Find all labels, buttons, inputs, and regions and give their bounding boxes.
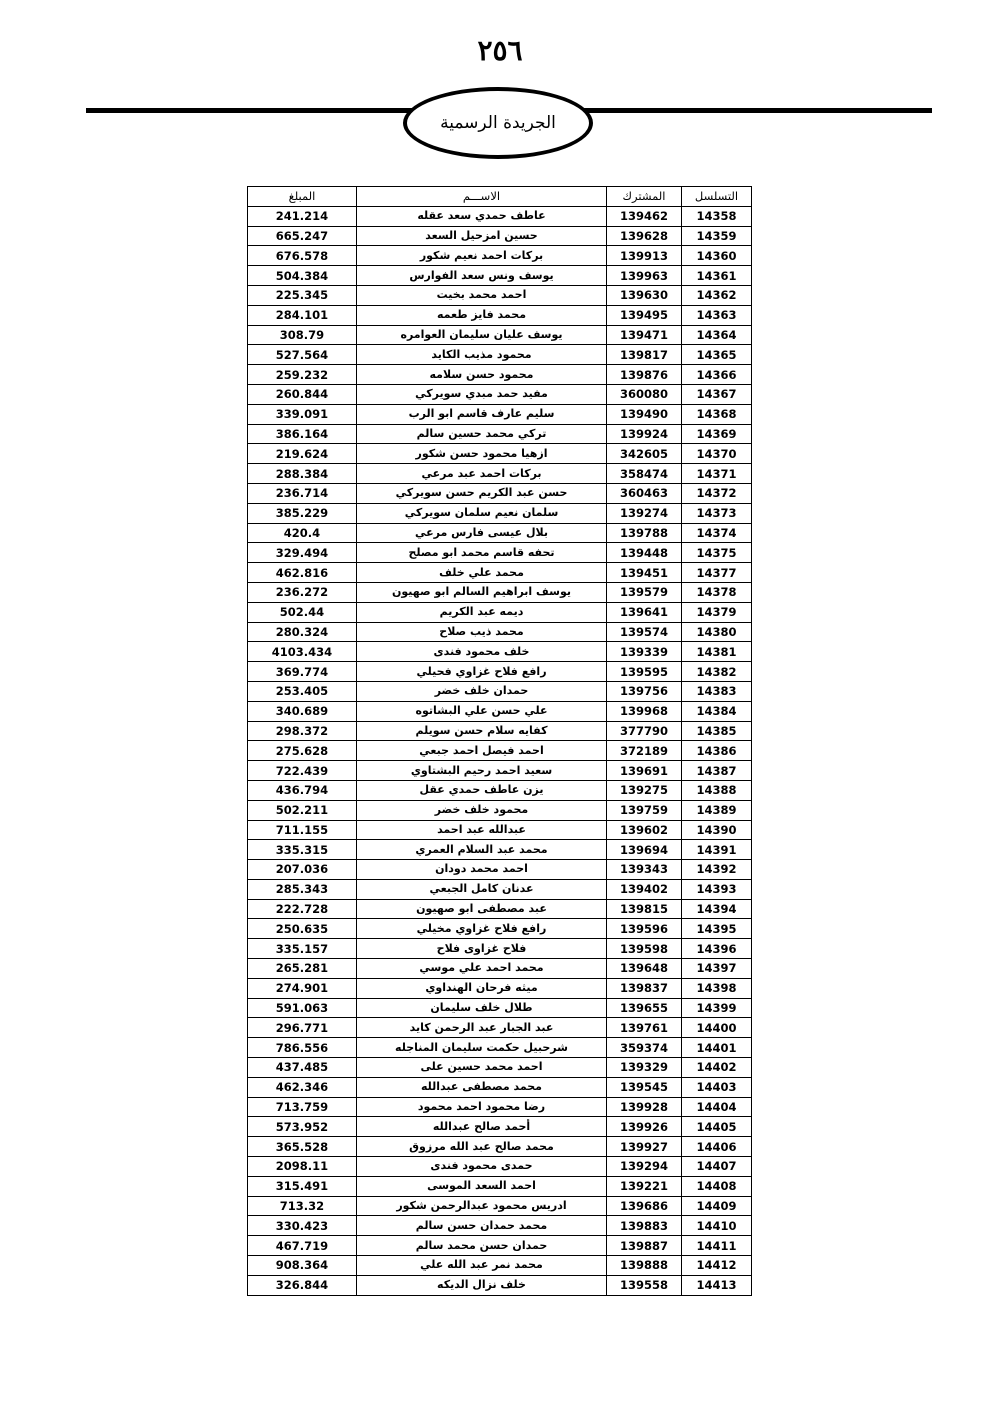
cell-serial: 14369 — [682, 424, 752, 444]
cell-subscriber: 360080 — [607, 384, 682, 404]
cell-subscriber: 139329 — [607, 1058, 682, 1078]
cell-serial: 14403 — [682, 1077, 752, 1097]
cell-subscriber: 139595 — [607, 662, 682, 682]
table-row — [248, 345, 752, 365]
cell-serial: 14387 — [682, 761, 752, 781]
cell-subscriber: 360463 — [607, 483, 682, 503]
cell-amount: 462.816 — [248, 563, 357, 583]
cell-serial: 14401 — [682, 1038, 752, 1058]
table-row — [248, 800, 752, 820]
cell-serial: 14395 — [682, 919, 752, 939]
cell-amount: 275.628 — [248, 741, 357, 761]
header-serial: التسلسل — [682, 187, 752, 207]
table-row — [248, 879, 752, 899]
table-row — [248, 662, 752, 682]
cell-subscriber: 139471 — [607, 325, 682, 345]
cell-name: شرحبيل حكمت سليمان المناجله — [357, 1038, 607, 1058]
cell-serial: 14398 — [682, 978, 752, 998]
cell-subscriber: 139817 — [607, 345, 682, 365]
cell-subscriber: 139339 — [607, 642, 682, 662]
cell-amount: 420.4 — [248, 523, 357, 543]
table-row — [248, 1137, 752, 1157]
cell-amount: 722.439 — [248, 761, 357, 781]
cell-amount: 786.556 — [248, 1038, 357, 1058]
cell-amount: 467.719 — [248, 1236, 357, 1256]
cell-subscriber: 139451 — [607, 563, 682, 583]
table-row — [248, 1236, 752, 1256]
table-row — [248, 1077, 752, 1097]
table-row — [248, 978, 752, 998]
cell-subscriber: 139968 — [607, 701, 682, 721]
cell-amount: 265.281 — [248, 959, 357, 979]
table-row — [248, 919, 752, 939]
cell-subscriber: 139462 — [607, 206, 682, 226]
cell-name: بركات احمد نعيم شكور — [357, 246, 607, 266]
table-row — [248, 523, 752, 543]
cell-subscriber: 372189 — [607, 741, 682, 761]
table-row — [248, 483, 752, 503]
cell-name: محمد حمدان حسن سالم — [357, 1216, 607, 1236]
cell-serial: 14389 — [682, 800, 752, 820]
cell-amount: 502.211 — [248, 800, 357, 820]
table-row — [248, 860, 752, 880]
cell-serial: 14372 — [682, 483, 752, 503]
cell-amount: 437.485 — [248, 1058, 357, 1078]
cell-name: محمد احمد علي موسي — [357, 959, 607, 979]
cell-serial: 14381 — [682, 642, 752, 662]
cell-name: حمدى محمود فندى — [357, 1157, 607, 1177]
cell-subscriber: 139598 — [607, 939, 682, 959]
cell-serial: 14368 — [682, 404, 752, 424]
cell-subscriber: 139887 — [607, 1236, 682, 1256]
cell-name: محمد نمر عبد الله علي — [357, 1256, 607, 1276]
cell-name: محمد علي خلف — [357, 563, 607, 583]
cell-name: خلف نزال الديكه — [357, 1275, 607, 1295]
cell-subscriber: 139759 — [607, 800, 682, 820]
cell-amount: 330.423 — [248, 1216, 357, 1236]
cell-serial: 14385 — [682, 721, 752, 741]
cell-amount: 339.091 — [248, 404, 357, 424]
cell-subscriber: 139691 — [607, 761, 682, 781]
cell-name: سعيد احمد رحيم البشتاوي — [357, 761, 607, 781]
cell-amount: 285.343 — [248, 879, 357, 899]
cell-amount: 504.384 — [248, 266, 357, 286]
cell-serial: 14365 — [682, 345, 752, 365]
cell-serial: 14392 — [682, 860, 752, 880]
cell-amount: 241.214 — [248, 206, 357, 226]
cell-serial: 14363 — [682, 305, 752, 325]
cell-name: محمد فايز طعمه — [357, 305, 607, 325]
cell-subscriber: 139694 — [607, 840, 682, 860]
cell-name: سلمان نعيم سلمان سويركي — [357, 503, 607, 523]
cell-name: محمود خلف خضر — [357, 800, 607, 820]
cell-subscriber: 139641 — [607, 602, 682, 622]
cell-subscriber: 139924 — [607, 424, 682, 444]
masthead-title: الجريدة الرسمية — [440, 113, 556, 133]
cell-name: حمدان حسن محمد سالم — [357, 1236, 607, 1256]
table-row — [248, 998, 752, 1018]
cell-serial: 14405 — [682, 1117, 752, 1137]
cell-name: رضا محمود احمد محمود — [357, 1097, 607, 1117]
table-row — [248, 761, 752, 781]
cell-amount: 436.794 — [248, 780, 357, 800]
table-row — [248, 820, 752, 840]
cell-subscriber: 139579 — [607, 582, 682, 602]
cell-subscriber: 139275 — [607, 780, 682, 800]
cell-amount: 253.405 — [248, 681, 357, 701]
cell-amount: 676.578 — [248, 246, 357, 266]
cell-subscriber: 139274 — [607, 503, 682, 523]
cell-name: طلال خلف سليمان — [357, 998, 607, 1018]
cell-name: تركي محمد حسين سالم — [357, 424, 607, 444]
table-row — [248, 285, 752, 305]
cell-serial: 14386 — [682, 741, 752, 761]
cell-amount: 259.232 — [248, 365, 357, 385]
cell-subscriber: 139963 — [607, 266, 682, 286]
cell-subscriber: 139490 — [607, 404, 682, 424]
cell-subscriber: 139686 — [607, 1196, 682, 1216]
cell-serial: 14384 — [682, 701, 752, 721]
cell-subscriber: 139927 — [607, 1137, 682, 1157]
table-row — [248, 226, 752, 246]
table-row — [248, 681, 752, 701]
cell-serial: 14360 — [682, 246, 752, 266]
cell-subscriber: 139788 — [607, 523, 682, 543]
cell-serial: 14375 — [682, 543, 752, 563]
table-row — [248, 1117, 752, 1137]
cell-serial: 14370 — [682, 444, 752, 464]
cell-serial: 14362 — [682, 285, 752, 305]
cell-name: خلف محمود فندى — [357, 642, 607, 662]
cell-name: عبدالله عبد احمد — [357, 820, 607, 840]
cell-name: عدنان كامل الجبعي — [357, 879, 607, 899]
cell-name: تحفه قاسم محمد ابو مصلح — [357, 543, 607, 563]
cell-amount: 296.771 — [248, 1018, 357, 1038]
masthead-oval — [403, 87, 593, 159]
cell-subscriber: 139448 — [607, 543, 682, 563]
cell-name: عاطف حمدي سعد عقله — [357, 206, 607, 226]
table-row — [248, 206, 752, 226]
cell-serial: 14411 — [682, 1236, 752, 1256]
cell-name: احمد السعد الموسى — [357, 1176, 607, 1196]
header-subscriber: المشترك — [607, 187, 682, 207]
cell-subscriber: 139928 — [607, 1097, 682, 1117]
table-row — [248, 840, 752, 860]
cell-amount: 502.44 — [248, 602, 357, 622]
cell-serial: 14404 — [682, 1097, 752, 1117]
cell-name: ادريس محمود عبدالرحمن شكور — [357, 1196, 607, 1216]
table-row — [248, 1018, 752, 1038]
table-row — [248, 622, 752, 642]
cell-amount: 274.901 — [248, 978, 357, 998]
table-row — [248, 325, 752, 345]
cell-serial: 14410 — [682, 1216, 752, 1236]
cell-amount: 298.372 — [248, 721, 357, 741]
cell-amount: 340.689 — [248, 701, 357, 721]
table-row — [248, 602, 752, 622]
cell-name: سليم عارف قاسم ابو الرب — [357, 404, 607, 424]
cell-serial: 14394 — [682, 899, 752, 919]
cell-name: ميثه فرحان الهنداوي — [357, 978, 607, 998]
cell-serial: 14377 — [682, 563, 752, 583]
cell-name: حسن عبد الكريم حسن سويركي — [357, 483, 607, 503]
table-row — [248, 1176, 752, 1196]
cell-amount: 665.247 — [248, 226, 357, 246]
cell-name: محمود حسن سلامه — [357, 365, 607, 385]
table-row — [248, 424, 752, 444]
cell-serial: 14409 — [682, 1196, 752, 1216]
cell-name: يزن عاطف حمدي عقل — [357, 780, 607, 800]
cell-serial: 14402 — [682, 1058, 752, 1078]
cell-serial: 14371 — [682, 464, 752, 484]
cell-name: أحمد صالح عبدالله — [357, 1117, 607, 1137]
cell-amount: 573.952 — [248, 1117, 357, 1137]
cell-serial: 14396 — [682, 939, 752, 959]
cell-serial: 14399 — [682, 998, 752, 1018]
cell-serial: 14408 — [682, 1176, 752, 1196]
cell-serial: 14407 — [682, 1157, 752, 1177]
table-header-row — [248, 187, 752, 207]
table-row — [248, 721, 752, 741]
cell-subscriber: 139402 — [607, 879, 682, 899]
table-row — [248, 384, 752, 404]
cell-amount: 329.494 — [248, 543, 357, 563]
cell-serial: 14358 — [682, 206, 752, 226]
cell-name: محمد ذيب صلاح — [357, 622, 607, 642]
table-row — [248, 365, 752, 385]
cell-serial: 14373 — [682, 503, 752, 523]
cell-name: ديمه عبد الكريم — [357, 602, 607, 622]
cell-name: بركات احمد عبد مرعي — [357, 464, 607, 484]
cell-name: بلال عيسى فارس مرعي — [357, 523, 607, 543]
cell-amount: 236.714 — [248, 483, 357, 503]
cell-name: احمد محمد حسين على — [357, 1058, 607, 1078]
header-amount: المبلغ — [248, 187, 357, 207]
cell-subscriber: 139876 — [607, 365, 682, 385]
cell-subscriber: 139883 — [607, 1216, 682, 1236]
table-row — [248, 246, 752, 266]
cell-amount: 326.844 — [248, 1275, 357, 1295]
cell-serial: 14380 — [682, 622, 752, 642]
table-row — [248, 741, 752, 761]
table-row — [248, 780, 752, 800]
table-row — [248, 404, 752, 424]
cell-subscriber: 139655 — [607, 998, 682, 1018]
table-row — [248, 444, 752, 464]
cell-amount: 225.345 — [248, 285, 357, 305]
cell-subscriber: 139602 — [607, 820, 682, 840]
table-row — [248, 1058, 752, 1078]
cell-amount: 284.101 — [248, 305, 357, 325]
cell-amount: 711.155 — [248, 820, 357, 840]
cell-name: محمد صالح عبد الله مرزوق — [357, 1137, 607, 1157]
table-row — [248, 1196, 752, 1216]
cell-subscriber: 139913 — [607, 246, 682, 266]
cell-serial: 14366 — [682, 365, 752, 385]
table-row — [248, 563, 752, 583]
cell-amount: 591.063 — [248, 998, 357, 1018]
cell-serial: 14382 — [682, 662, 752, 682]
cell-serial: 14413 — [682, 1275, 752, 1295]
table-row — [248, 959, 752, 979]
table-row — [248, 1216, 752, 1236]
cell-subscriber: 139574 — [607, 622, 682, 642]
cell-subscriber: 139761 — [607, 1018, 682, 1038]
table-row — [248, 642, 752, 662]
cell-serial: 14391 — [682, 840, 752, 860]
cell-name: حسين امزحيل السعد — [357, 226, 607, 246]
table-row — [248, 1256, 752, 1276]
table-row — [248, 899, 752, 919]
table-row — [248, 464, 752, 484]
cell-subscriber: 377790 — [607, 721, 682, 741]
cell-amount: 236.272 — [248, 582, 357, 602]
cell-amount: 527.564 — [248, 345, 357, 365]
cell-serial: 14367 — [682, 384, 752, 404]
cell-name: عبد مصطفى ابو صهيون — [357, 899, 607, 919]
cell-serial: 14359 — [682, 226, 752, 246]
cell-subscriber: 139294 — [607, 1157, 682, 1177]
cell-subscriber: 139628 — [607, 226, 682, 246]
cell-serial: 14378 — [682, 582, 752, 602]
cell-subscriber: 139221 — [607, 1176, 682, 1196]
cell-serial: 14393 — [682, 879, 752, 899]
cell-name: احمد فيصل احمد جبعي — [357, 741, 607, 761]
page-number: ٢٥٦ — [477, 34, 523, 67]
cell-name: يوسف عليان سليمان العوامره — [357, 325, 607, 345]
cell-name: احمد محمد دودان — [357, 860, 607, 880]
cell-serial: 14388 — [682, 780, 752, 800]
cell-amount: 308.79 — [248, 325, 357, 345]
cell-name: حمدان خلف خضر — [357, 681, 607, 701]
cell-name: محمد عبد السلام العمري — [357, 840, 607, 860]
cell-name: احمد محمد بخيت — [357, 285, 607, 305]
cell-subscriber: 139926 — [607, 1117, 682, 1137]
cell-amount: 335.157 — [248, 939, 357, 959]
cell-name: كفايه سلام حسن سويلم — [357, 721, 607, 741]
cell-subscriber: 139815 — [607, 899, 682, 919]
cell-subscriber: 139495 — [607, 305, 682, 325]
cell-amount: 250.635 — [248, 919, 357, 939]
cell-amount: 222.728 — [248, 899, 357, 919]
table-row — [248, 266, 752, 286]
cell-amount: 219.624 — [248, 444, 357, 464]
cell-amount: 385.229 — [248, 503, 357, 523]
cell-amount: 713.32 — [248, 1196, 357, 1216]
cell-name: يوسف ونس سعد الفوارس — [357, 266, 607, 286]
table-row — [248, 305, 752, 325]
cell-serial: 14406 — [682, 1137, 752, 1157]
cell-subscriber: 139630 — [607, 285, 682, 305]
cell-name: رافع فلاح غزاوي مخيلي — [357, 919, 607, 939]
cell-subscriber: 358474 — [607, 464, 682, 484]
cell-amount: 4103.434 — [248, 642, 357, 662]
cell-amount: 365.528 — [248, 1137, 357, 1157]
cell-subscriber: 139648 — [607, 959, 682, 979]
table-row — [248, 1038, 752, 1058]
cell-subscriber: 139837 — [607, 978, 682, 998]
cell-subscriber: 342605 — [607, 444, 682, 464]
cell-serial: 14379 — [682, 602, 752, 622]
cell-amount: 713.759 — [248, 1097, 357, 1117]
cell-amount: 288.384 — [248, 464, 357, 484]
cell-subscriber: 139343 — [607, 860, 682, 880]
table-row — [248, 543, 752, 563]
cell-name: عبد الجبار عبد الرحمن كايد — [357, 1018, 607, 1038]
cell-name: يوسف ابراهيم السالم ابو صهيون — [357, 582, 607, 602]
cell-amount: 335.315 — [248, 840, 357, 860]
cell-name: علي حسن علي البشاتوه — [357, 701, 607, 721]
table-row — [248, 1275, 752, 1295]
cell-amount: 260.844 — [248, 384, 357, 404]
table-row — [248, 503, 752, 523]
cell-serial: 14361 — [682, 266, 752, 286]
cell-subscriber: 139596 — [607, 919, 682, 939]
cell-serial: 14397 — [682, 959, 752, 979]
cell-amount: 386.164 — [248, 424, 357, 444]
cell-amount: 2098.11 — [248, 1157, 357, 1177]
header-name: الاســـم — [357, 187, 607, 207]
cell-serial: 14383 — [682, 681, 752, 701]
table-row — [248, 1157, 752, 1177]
cell-amount: 315.491 — [248, 1176, 357, 1196]
cell-subscriber: 139545 — [607, 1077, 682, 1097]
cell-name: ازهيا محمود حسن شكور — [357, 444, 607, 464]
cell-subscriber: 139558 — [607, 1275, 682, 1295]
cell-name: رافع فلاح غزاوي فحيلي — [357, 662, 607, 682]
cell-name: محمد مصطفى عبدالله — [357, 1077, 607, 1097]
cell-serial: 14374 — [682, 523, 752, 543]
cell-amount: 369.774 — [248, 662, 357, 682]
records-table — [247, 186, 752, 1296]
cell-name: فلاح غزاوى فلاح — [357, 939, 607, 959]
cell-name: محمود مذيب الكايد — [357, 345, 607, 365]
cell-serial: 14364 — [682, 325, 752, 345]
cell-amount: 908.364 — [248, 1256, 357, 1276]
cell-subscriber: 139888 — [607, 1256, 682, 1276]
cell-serial: 14412 — [682, 1256, 752, 1276]
cell-name: مفيد حمد مبدي سويركي — [357, 384, 607, 404]
cell-amount: 280.324 — [248, 622, 357, 642]
cell-subscriber: 139756 — [607, 681, 682, 701]
table-row — [248, 582, 752, 602]
cell-subscriber: 359374 — [607, 1038, 682, 1058]
table-row — [248, 701, 752, 721]
cell-serial: 14400 — [682, 1018, 752, 1038]
cell-serial: 14390 — [682, 820, 752, 840]
table-row — [248, 939, 752, 959]
table-row — [248, 1097, 752, 1117]
cell-amount: 462.346 — [248, 1077, 357, 1097]
cell-amount: 207.036 — [248, 860, 357, 880]
